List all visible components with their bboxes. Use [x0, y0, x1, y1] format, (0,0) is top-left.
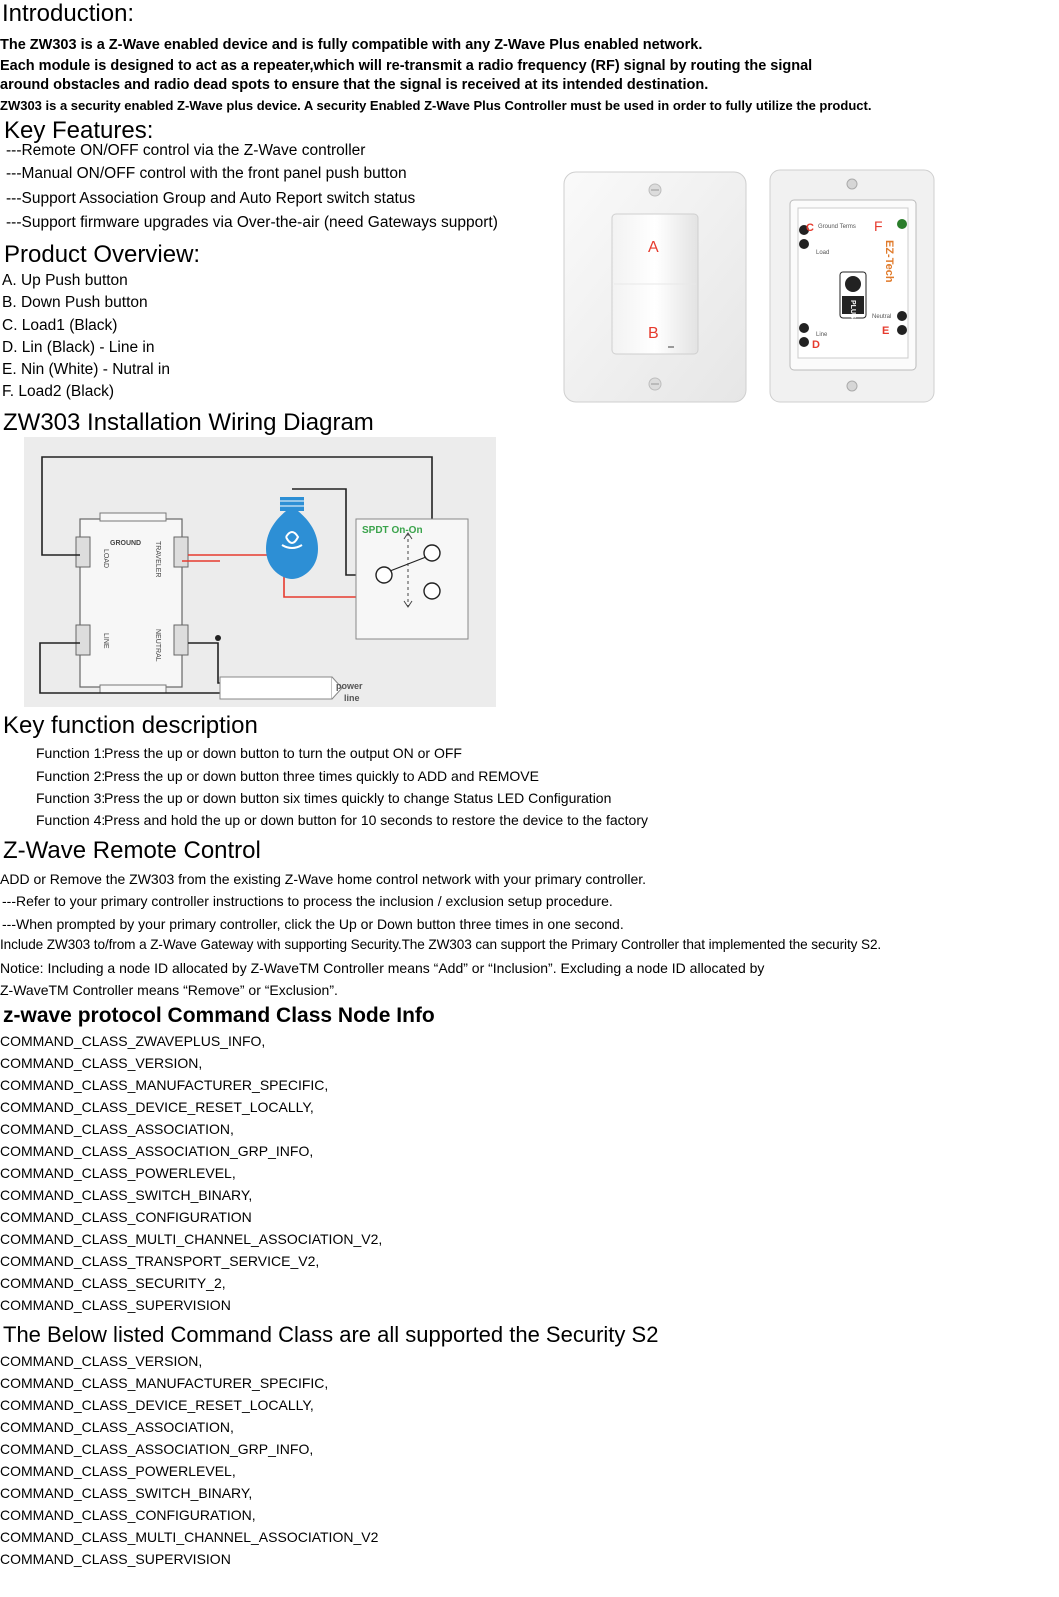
back-label-line: Line — [816, 332, 828, 338]
function-label: Function 4: — [36, 812, 106, 828]
back-label-ground: Ground Terms — [818, 224, 856, 230]
s2-command-class-item: COMMAND_CLASS_MANUFACTURER_SPECIFIC, — [0, 1375, 329, 1391]
spdt-switch — [356, 519, 468, 639]
feature-item: ---Manual ON/OFF control with the front panel push button — [6, 165, 407, 182]
function-label: Function 2: — [36, 768, 106, 784]
function-text: Press and hold the up or down button for 10 seconds to restore the device to the factory — [104, 812, 648, 828]
remote-line: ---Refer to your primary controller instructions to process the inclusion / exclusion setup procedure. — [2, 893, 613, 909]
power-label: power — [336, 681, 363, 691]
back-label-neutral: Neutral — [872, 314, 892, 320]
functions-heading: Key function description — [3, 712, 258, 739]
command-class-item: COMMAND_CLASS_DEVICE_RESET_LOCALLY, — [0, 1099, 314, 1115]
zwave-plus-logo — [840, 272, 866, 319]
command-class-item: COMMAND_CLASS_SWITCH_BINARY, — [0, 1187, 253, 1203]
function-label: Function 3: — [36, 790, 106, 806]
command-class-item: COMMAND_CLASS_POWERLEVEL, — [0, 1165, 236, 1181]
overview-item: D. Lin (Black) - Line in — [2, 339, 155, 356]
module-label-line: LINE — [102, 633, 109, 649]
zw303-module — [76, 513, 188, 693]
terminal-f-ground — [897, 219, 907, 229]
label-f: F — [874, 218, 883, 234]
overview-item: B. Down Push button — [2, 294, 148, 311]
feature-item: ---Support firmware upgrades via Over-the-air (need Gateways support) — [6, 214, 498, 231]
intro-line-3: around obstacles and radio dead spots to ensure that the signal is received at its intended destination. — [0, 77, 709, 93]
s2-command-class-item: COMMAND_CLASS_CONFIGURATION, — [0, 1507, 256, 1523]
function-label: Function 1: — [36, 745, 106, 761]
function-text: Press the up or down button six times quickly to change Status LED Configuration — [104, 790, 612, 806]
function-text: Press the up or down button three times quickly to ADD and REMOVE — [104, 768, 539, 784]
terminal-e — [897, 311, 907, 321]
s2-command-class-item: COMMAND_CLASS_MULTI_CHANNEL_ASSOCIATION_V2 — [0, 1529, 379, 1545]
intro-line-2: Each module is designed to act as a repeater,which will re-transmit a radio frequency (RF) signal by routing the signal — [0, 58, 813, 74]
overview-item: F. Load2 (Black) — [2, 383, 114, 400]
feature-item: ---Support Association Group and Auto Report switch status — [6, 190, 416, 207]
intro-line-4: ZW303 is a security enabled Z-Wave plus device. A security Enabled Z-Wave Plus Controller must be used in order to fully utilize the product. — [0, 98, 872, 113]
line-label: line — [344, 693, 360, 703]
features-heading: Key Features: — [4, 117, 154, 144]
overview-heading: Product Overview: — [4, 241, 201, 268]
function-text: Press the up or down button to turn the output ON or OFF — [104, 745, 462, 761]
module-label-neutral: NEUTRAL — [154, 629, 161, 662]
module-label-load: LOAD — [102, 549, 109, 569]
command-class-item: COMMAND_CLASS_SECURITY_2, — [0, 1275, 226, 1291]
s2-command-class-item: COMMAND_CLASS_DEVICE_RESET_LOCALLY, — [0, 1397, 314, 1413]
label-e: E — [882, 325, 890, 337]
back-label-load: Load — [816, 250, 830, 256]
command-class-item: COMMAND_CLASS_VERSION, — [0, 1055, 203, 1071]
label-c: C — [806, 222, 814, 234]
spdt-label: SPDT On-On — [362, 525, 423, 536]
module-label-traveler: TRAVELER — [154, 541, 161, 578]
terminal-d — [799, 323, 809, 333]
command-class-heading: z-wave protocol Command Class Node Info — [3, 1004, 435, 1027]
s2-command-class-item: COMMAND_CLASS_ASSOCIATION, — [0, 1419, 234, 1435]
remote-line: Notice: Including a node ID allocated by Z-WaveTM Controller means “Add” or “Inclusion”. Excluding a node ID allocated by — [0, 960, 765, 976]
module-label-ground: GROUND — [110, 540, 142, 547]
intro-heading: Introduction: — [2, 0, 135, 27]
overview-item: C. Load1 (Black) — [2, 317, 118, 334]
wiring-diagram — [24, 437, 496, 707]
s2-command-class-item: COMMAND_CLASS_ASSOCIATION_GRP_INFO, — [0, 1441, 314, 1457]
command-class-item: COMMAND_CLASS_MANUFACTURER_SPECIFIC, — [0, 1077, 329, 1093]
command-class-item: COMMAND_CLASS_ASSOCIATION, — [0, 1121, 234, 1137]
s2-command-class-item: COMMAND_CLASS_SWITCH_BINARY, — [0, 1485, 253, 1501]
wiring-heading: ZW303 Installation Wiring Diagram — [3, 409, 374, 436]
label-a: A — [648, 239, 659, 256]
overview-item: A. Up Push button — [2, 272, 128, 289]
brand-logo: EZ-Tech — [883, 240, 895, 283]
remote-heading: Z-Wave Remote Control — [3, 837, 261, 864]
switch-back-photo — [768, 168, 936, 404]
label-d: D — [812, 339, 820, 351]
remote-line: ADD or Remove the ZW303 from the existing Z-Wave home control network with your primary controller. — [0, 871, 647, 887]
s2-command-class-item: COMMAND_CLASS_SUPERVISION — [0, 1551, 231, 1567]
s2-command-class-item: COMMAND_CLASS_VERSION, — [0, 1353, 203, 1369]
s2-command-class-item: COMMAND_CLASS_POWERLEVEL, — [0, 1463, 236, 1479]
function-row — [36, 811, 936, 829]
label-b: B — [648, 325, 659, 342]
command-class-item: COMMAND_CLASS_MULTI_CHANNEL_ASSOCIATION_V2, — [0, 1231, 383, 1247]
switch-front-photo — [560, 170, 750, 405]
plus-text: PLUS — [849, 300, 856, 319]
intro-line-1: The ZW303 is a Z-Wave enabled device and is fully compatible with any Z-Wave Plus enabled network. — [0, 37, 703, 53]
command-class-item: COMMAND_CLASS_TRANSPORT_SERVICE_V2, — [0, 1253, 320, 1269]
function-row — [36, 744, 936, 762]
remote-line: Z-WaveTM Controller means “Remove” or “Exclusion”. — [0, 982, 338, 998]
command-class-item: COMMAND_CLASS_ZWAVEPLUS_INFO, — [0, 1033, 266, 1049]
status-led — [668, 346, 674, 348]
security-s2-heading: The Below listed Command Class are all supported the Security S2 — [3, 1322, 659, 1347]
feature-item: ---Remote ON/OFF control via the Z-Wave controller — [6, 142, 366, 159]
command-class-item: COMMAND_CLASS_ASSOCIATION_GRP_INFO, — [0, 1143, 314, 1159]
overview-item: E. Nin (White) - Nutral in — [2, 361, 170, 378]
remote-line: Include ZW303 to/from a Z-Wave Gateway with supporting Security.The ZW303 can support the Primary Controller that implemented the security S2. — [0, 937, 882, 952]
command-class-item: COMMAND_CLASS_CONFIGURATION — [0, 1209, 252, 1225]
command-class-item: COMMAND_CLASS_SUPERVISION — [0, 1297, 231, 1313]
remote-line: ---When prompted by your primary controller, click the Up or Down button three times in one second. — [2, 916, 624, 932]
function-row — [36, 767, 936, 785]
function-row — [36, 789, 936, 807]
